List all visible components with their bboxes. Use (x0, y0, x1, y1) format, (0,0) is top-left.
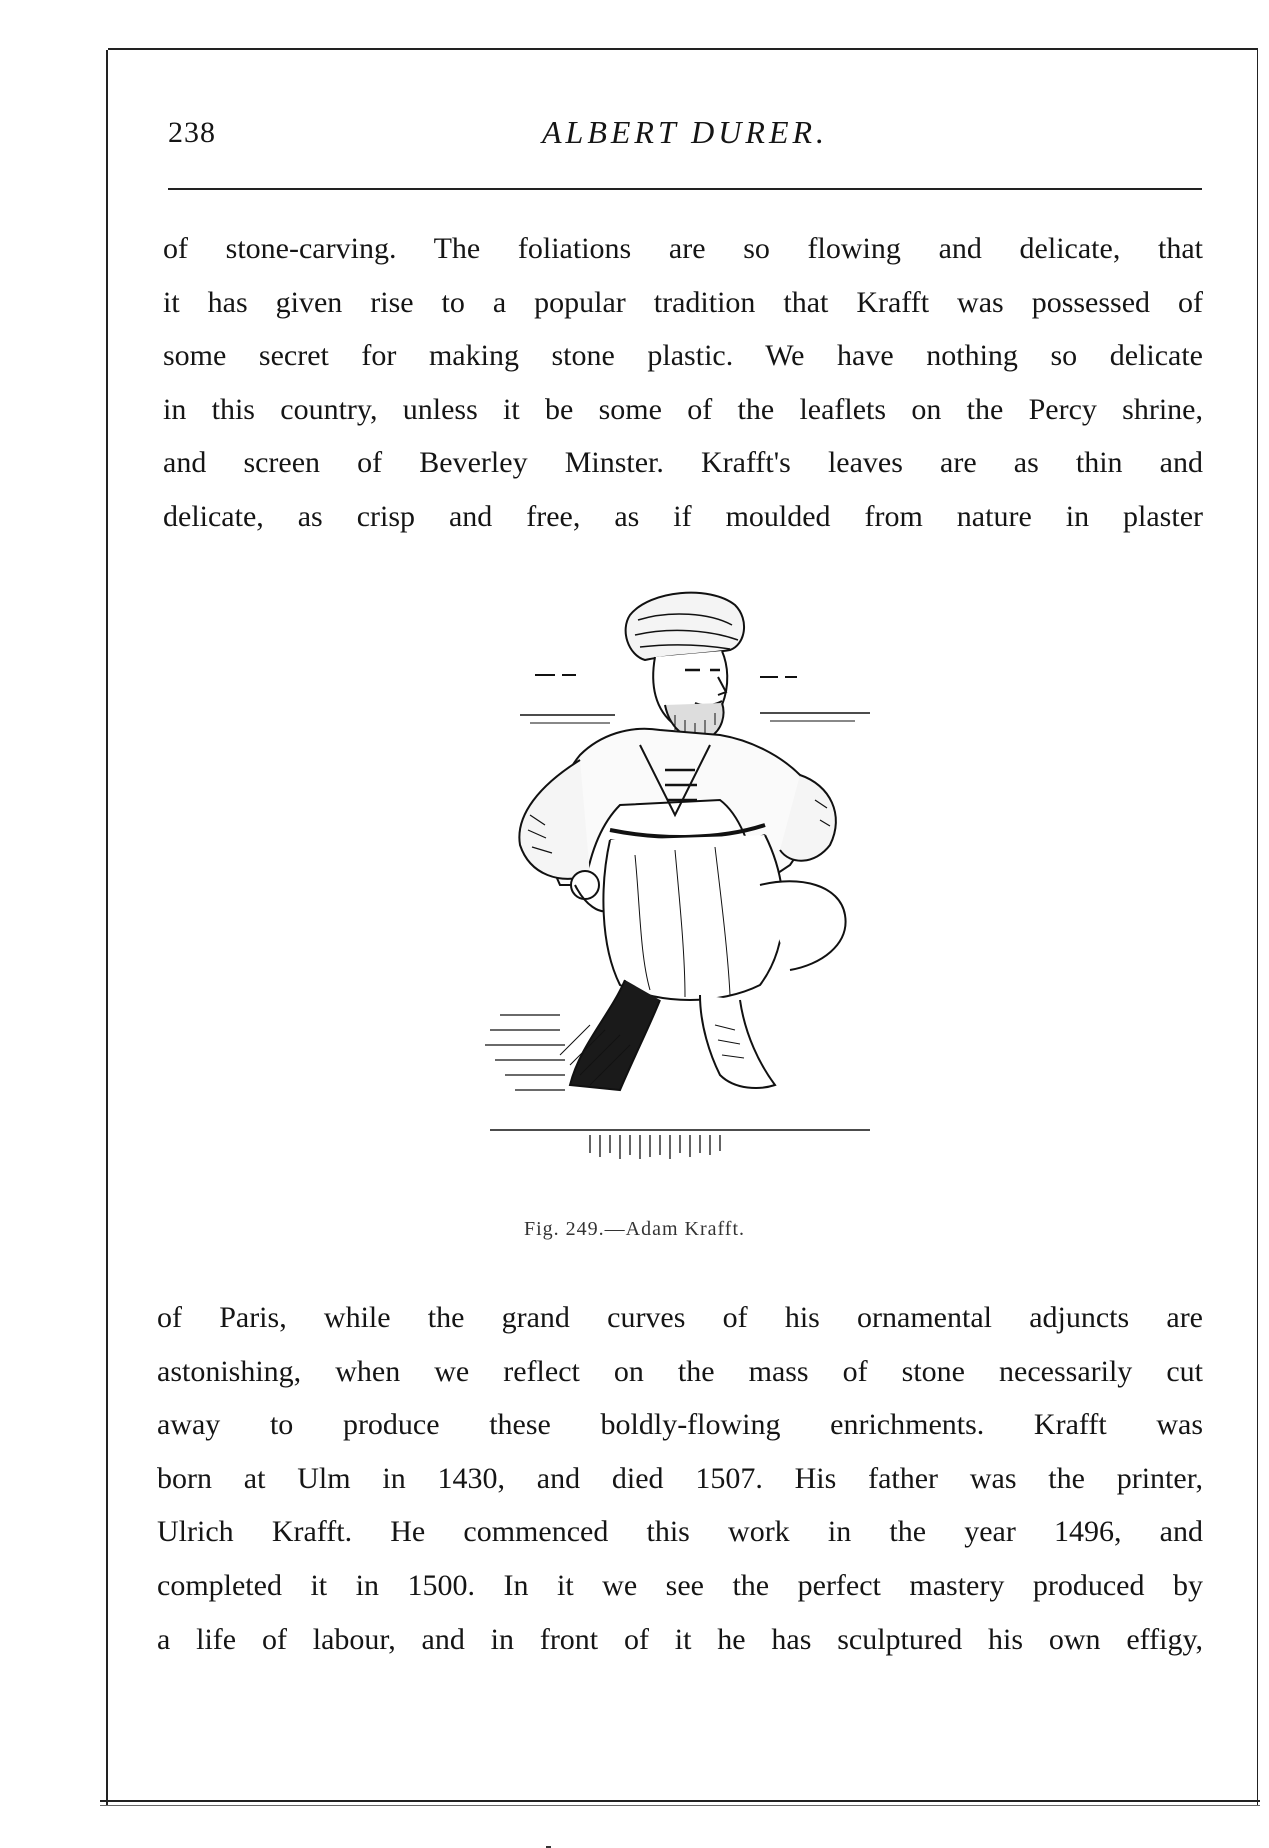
header-rule (168, 188, 1202, 190)
text-line: a life of labour, and in front of it he has sculptured his own effigy, (157, 1622, 1203, 1656)
page-frame-right (1257, 50, 1258, 1805)
text-line: astonishing, when we reflect on the mass of stone necessarily cut (157, 1354, 1203, 1388)
text-line: and screen of Beverley Minster. Krafft's leaves are as thin and (163, 446, 1203, 480)
text-line: delicate, as crisp and free, as if moulded from nature in plaster (163, 499, 1203, 533)
text-line: born at Ulm in 1430, and died 1507. His father was the printer, (157, 1461, 1203, 1495)
text-line: Ulrich Krafft. He commenced this work in the year 1496, and (157, 1515, 1203, 1549)
text-line: completed it in 1500. In it we see the perfect mastery produced by (157, 1568, 1203, 1602)
body-text-bottom (157, 1291, 1203, 1666)
text-line: of Paris, while the grand curves of his ornamental adjuncts are (157, 1301, 1203, 1334)
text-line: in this country, unless it be some of the leaflets on the Percy shrine, (163, 392, 1203, 426)
page-frame-left (106, 50, 108, 1805)
text-line: it has given rise to a popular tradition that Krafft was possessed of (163, 285, 1203, 319)
page-header (168, 108, 1202, 158)
body-text-top (163, 222, 1203, 544)
text-line: some secret for making stone plastic. We have nothing so delicate (163, 339, 1203, 373)
figure-illustration (460, 585, 900, 1205)
page-frame-bottom (100, 1800, 1260, 1802)
page-frame-bottom-inner (100, 1805, 1260, 1806)
kneeling-figure-engraving (460, 585, 900, 1205)
page-number: 238 (168, 116, 216, 149)
page-frame-top (108, 48, 1258, 50)
figure-caption: Fig. 249.—Adam Krafft. (523, 1218, 746, 1240)
text-line: away to produce these boldly-flowing enrichments. Krafft was (157, 1408, 1203, 1442)
text-line: of stone-carving. The foliations are so flowing and delicate, that (163, 232, 1203, 265)
running-title: ALBERT DURER. (541, 114, 829, 150)
